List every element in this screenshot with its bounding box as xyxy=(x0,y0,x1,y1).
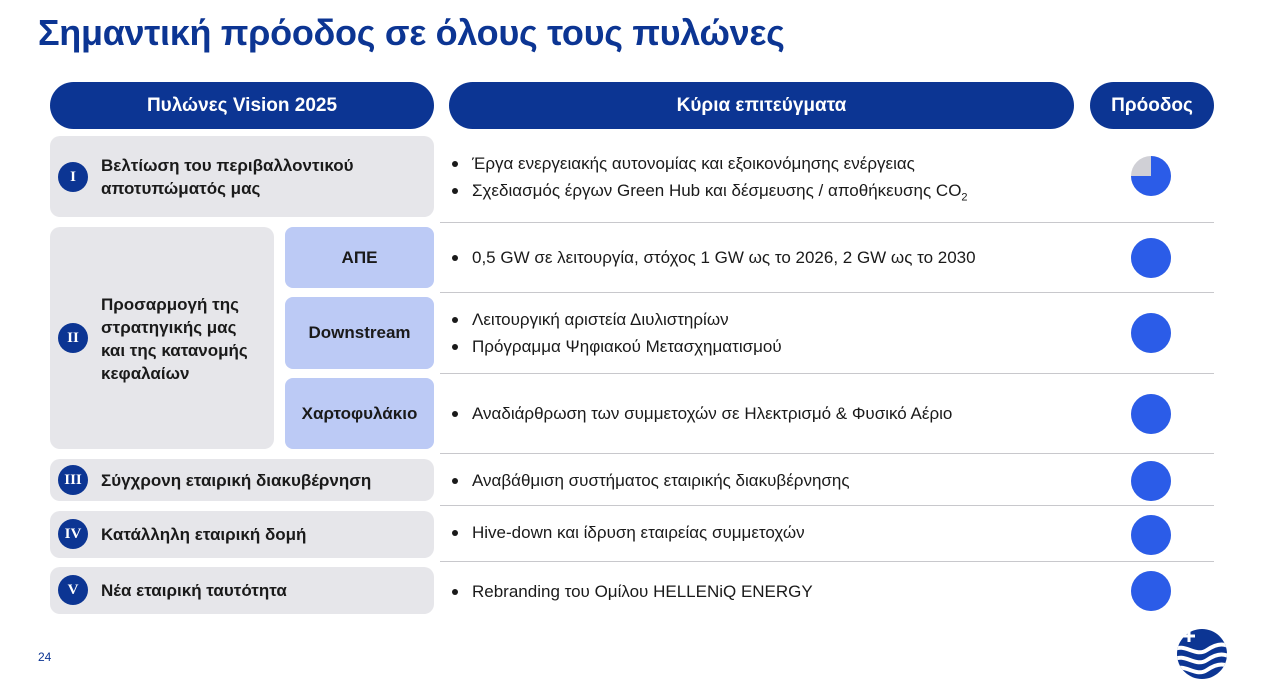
progress-pie-fill xyxy=(1131,394,1171,434)
co2-subscript: 2 xyxy=(961,191,968,204)
progress-pie-fill xyxy=(1131,313,1171,353)
pillar-label-line: κεφαλαίων xyxy=(101,364,190,383)
row-separator xyxy=(440,292,1214,293)
achievement-item: Rebranding του Ομίλου HELLENiQ ENERGY xyxy=(452,578,813,605)
achievement-item: Πρόγραμμα Ψηφιακού Μετασχηματισμού xyxy=(452,333,782,360)
progress-pie-fill xyxy=(1131,238,1171,278)
pillar-label-line: Βελτίωση του περιβαλλοντικού xyxy=(101,156,354,175)
numeral-badge-iv: IV xyxy=(58,519,88,549)
achievement-item: Αναδιάρθρωση των συμμετοχών σε Ηλεκτρισμό & Φυσικό Αέριο xyxy=(452,400,952,427)
pillar-label-v: Νέα εταιρική ταυτότητα xyxy=(101,581,287,600)
achievement-item: Αναβάθμιση συστήματος εταιρικής διακυβέρνησης xyxy=(452,467,850,494)
progress-pie-icon-ape xyxy=(1131,238,1171,278)
achievements-list-portfolio xyxy=(452,400,952,427)
row-separator xyxy=(440,373,1214,374)
row-separator xyxy=(440,222,1214,223)
pillar-label-i xyxy=(101,154,354,200)
progress-pie-icon-downstream xyxy=(1131,313,1171,353)
pillar-label-line: Προσαρμογή της xyxy=(101,295,239,314)
achievements-list-downstream xyxy=(452,306,782,360)
achievement-item: 0,5 GW σε λειτουργία, στόχος 1 GW ως το 2026, 2 GW ως το 2030 xyxy=(452,244,976,271)
pillar-label-iii: Σύγχρονη εταιρική διακυβέρνηση xyxy=(101,471,372,490)
achievement-item: Hive-down και ίδρυση εταιρείας συμμετοχών xyxy=(452,519,805,546)
achievements-list-v xyxy=(452,578,813,605)
progress-pie-icon-i xyxy=(1131,156,1171,196)
progress-pie-icon-iii xyxy=(1131,461,1171,501)
achievement-item xyxy=(452,177,968,211)
subpillar-downstream: Downstream xyxy=(285,297,434,369)
numeral-badge-ii: II xyxy=(58,323,88,353)
pillar-label-line: στρατηγικής μας xyxy=(101,318,237,337)
progress-pie-fill xyxy=(1131,461,1171,501)
progress-pie-fill xyxy=(1131,571,1171,611)
numeral-badge-iii: III xyxy=(58,465,88,495)
achievements-list-ape xyxy=(452,244,976,271)
achievement-item: Λειτουργική αριστεία Διυλιστηρίων xyxy=(452,306,782,333)
achievement-text: Σχεδιασμός έργων Green Hub και δέσμευσης / αποθήκευσης CO xyxy=(472,181,962,200)
achievements-list-iii xyxy=(452,467,850,494)
hellenic-energy-logo-icon xyxy=(1175,628,1229,680)
progress-pie-icon-portfolio xyxy=(1131,394,1171,434)
achievement-item: Έργα ενεργειακής αυτονομίας και εξοικονόμησης ενέργειας xyxy=(452,150,968,177)
header-pillars: Πυλώνες Vision 2025 xyxy=(50,82,434,129)
pillar-label-iv: Κατάλληλη εταιρική δομή xyxy=(101,525,307,544)
subpillar-ape: ΑΠΕ xyxy=(285,227,434,288)
progress-pie-icon-iv xyxy=(1131,515,1171,555)
row-separator xyxy=(440,505,1214,506)
header-achievements: Κύρια επιτεύγματα xyxy=(449,82,1074,129)
header-progress: Πρόοδος xyxy=(1090,82,1214,129)
achievements-list-iv xyxy=(452,519,805,546)
pillar-label-line: και της κατανομής xyxy=(101,341,248,360)
pillar-label-ii xyxy=(101,293,248,385)
numeral-badge-i: I xyxy=(58,162,88,192)
row-separator xyxy=(440,453,1214,454)
pillar-label-line: αποτυπώματός μας xyxy=(101,179,261,198)
progress-pie-fill xyxy=(1131,515,1171,555)
subpillar-portfolio: Χαρτοφυλάκιο xyxy=(285,378,434,449)
row-separator xyxy=(440,561,1214,562)
numeral-badge-v: V xyxy=(58,575,88,605)
slide-title: Σημαντική πρόοδος σε όλους τους πυλώνες xyxy=(38,12,785,53)
progress-pie-icon-v xyxy=(1131,571,1171,611)
page-number: 24 xyxy=(38,650,52,664)
achievements-list-i xyxy=(452,150,968,211)
